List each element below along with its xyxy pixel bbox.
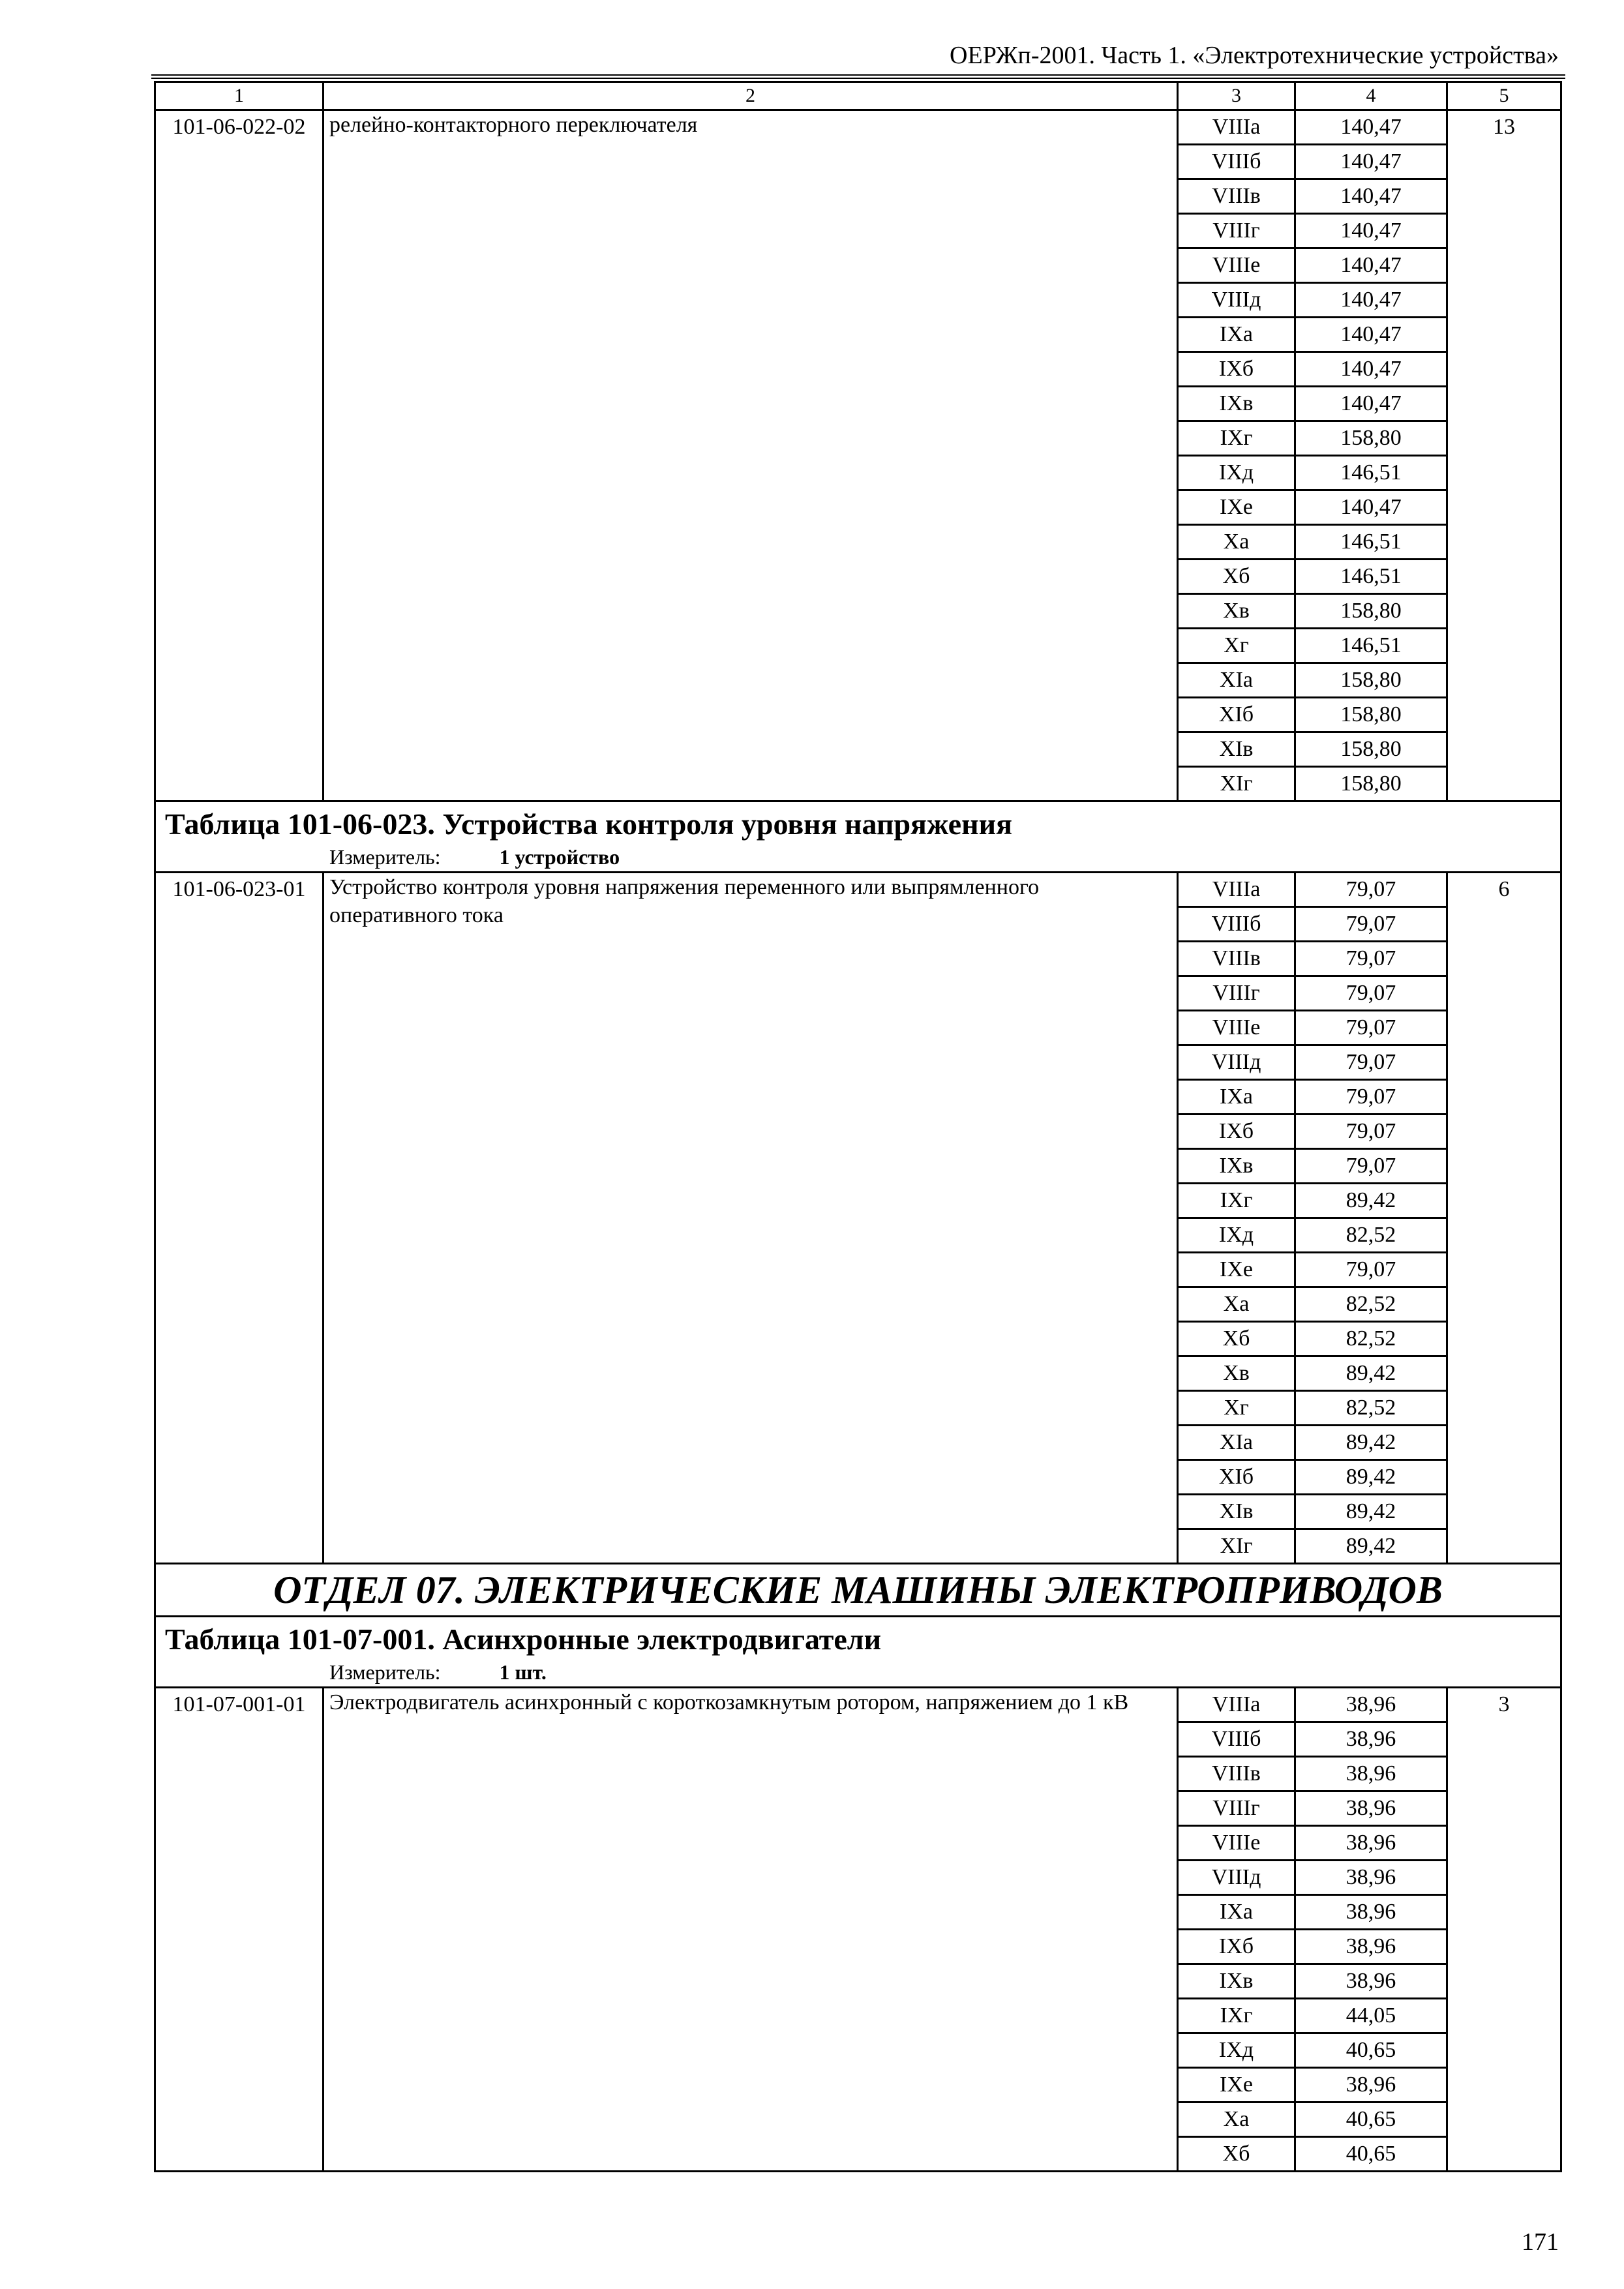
zone-cell: VIIIе [1178,1826,1295,1861]
table-row [155,110,1561,145]
zone-cell: IXг [1178,1999,1295,2033]
table-title-row [155,801,1561,873]
zone-cell: VIIIб [1178,907,1295,942]
measure-label: Измеритель: [329,845,441,869]
price-cell: 158,80 [1295,767,1447,801]
price-cell: 140,47 [1295,490,1447,525]
zone-cell: XIг [1178,1529,1295,1564]
section-title: ОТДЕЛ 07. ЭЛЕКТРИЧЕСКИЕ МАШИНЫ ЭЛЕКТРОПРИВОДОВ [155,1564,1561,1617]
price-cell: 140,47 [1295,248,1447,283]
price-cell: 38,96 [1295,1757,1447,1791]
price-cell: 146,51 [1295,560,1447,594]
price-cell: 140,47 [1295,318,1447,352]
price-cell: 146,51 [1295,629,1447,663]
price-cell: 158,80 [1295,698,1447,732]
zone-cell: VIIIб [1178,145,1295,179]
zone-cell: IXг [1178,1184,1295,1218]
zone-cell: VIIIг [1178,214,1295,248]
zone-cell: XIб [1178,698,1295,732]
price-cell: 79,07 [1295,942,1447,976]
running-header: ОЕРЖп-2001. Часть 1. «Электротехнические устройства» [950,42,1559,69]
zone-cell: VIIIа [1178,873,1295,907]
measure-line [165,844,1551,871]
price-cell: 82,52 [1295,1322,1447,1356]
rates-table [154,81,1562,2172]
column-number: 1 [155,82,323,110]
price-cell: 38,96 [1295,1964,1447,1999]
zone-cell: Xв [1178,1356,1295,1391]
unit-cell: 13 [1447,110,1561,801]
zone-cell: XIв [1178,1495,1295,1529]
price-cell: 38,96 [1295,1861,1447,1895]
price-cell: 79,07 [1295,1045,1447,1080]
price-cell: 140,47 [1295,145,1447,179]
zone-cell: VIIIд [1178,1861,1295,1895]
zone-cell: IXб [1178,1930,1295,1964]
zone-cell: XIг [1178,767,1295,801]
price-cell: 79,07 [1295,1149,1447,1184]
zone-cell: IXб [1178,1115,1295,1149]
zone-cell: IXв [1178,387,1295,421]
zone-cell: Xа [1178,525,1295,560]
price-cell: 38,96 [1295,1930,1447,1964]
zone-cell: XIа [1178,1426,1295,1460]
price-cell: 146,51 [1295,456,1447,490]
measure-value: 1 шт. [499,1660,547,1684]
zone-cell: IXа [1178,1895,1295,1930]
zone-cell: Xб [1178,2137,1295,2172]
price-cell: 79,07 [1295,976,1447,1011]
zone-cell: IXа [1178,1080,1295,1115]
price-cell: 158,80 [1295,663,1447,698]
column-number-row [155,82,1561,110]
price-cell: 89,42 [1295,1460,1447,1495]
zone-cell: XIв [1178,732,1295,767]
price-cell: 140,47 [1295,283,1447,318]
item-code: 101-07-001-01 [155,1688,323,2172]
price-cell: 44,05 [1295,1999,1447,2033]
table-title: Таблица 101-07-001. Асинхронные электродвигатели [165,1623,882,1656]
price-cell: 79,07 [1295,1080,1447,1115]
price-cell: 79,07 [1295,907,1447,942]
zone-cell: IXе [1178,490,1295,525]
zone-cell: IXд [1178,1218,1295,1253]
zone-cell: IXа [1178,318,1295,352]
zone-cell: IXг [1178,421,1295,456]
price-cell: 89,42 [1295,1356,1447,1391]
price-cell: 89,42 [1295,1184,1447,1218]
table-title: Таблица 101-06-023. Устройства контроля уровня напряжения [165,807,1012,841]
measure-label: Измеритель: [329,1660,441,1684]
zone-cell: XIб [1178,1460,1295,1495]
zone-cell: VIIIв [1178,179,1295,214]
rates-table-body [155,82,1561,2172]
zone-cell: IXв [1178,1964,1295,1999]
item-name: Устройство контроля уровня напряжения переменного или выпрямленного оперативного тока [323,873,1178,1564]
zone-cell: VIIIг [1178,976,1295,1011]
zone-cell: IXв [1178,1149,1295,1184]
price-cell: 79,07 [1295,1011,1447,1045]
price-cell: 140,47 [1295,387,1447,421]
zone-cell: IXб [1178,352,1295,387]
item-code: 101-06-023-01 [155,873,323,1564]
zone-cell: IXд [1178,456,1295,490]
price-cell: 79,07 [1295,873,1447,907]
table-row [155,1688,1561,1722]
zone-cell: VIIIд [1178,283,1295,318]
price-cell: 140,47 [1295,179,1447,214]
column-number: 5 [1447,82,1561,110]
zone-cell: VIIIе [1178,1011,1295,1045]
zone-cell: IXе [1178,2068,1295,2102]
zone-cell: Xб [1178,1322,1295,1356]
price-cell: 158,80 [1295,594,1447,629]
price-cell: 38,96 [1295,1722,1447,1757]
price-cell: 38,96 [1295,1791,1447,1826]
price-cell: 146,51 [1295,525,1447,560]
zone-cell: VIIIв [1178,1757,1295,1791]
table-title-cell [155,801,1561,873]
table-title-cell [155,1617,1561,1688]
zone-cell: VIIIв [1178,942,1295,976]
column-number: 3 [1178,82,1295,110]
item-name: Электродвигатель асинхронный с короткозамкнутым ротором, напряжением до 1 кВ [323,1688,1178,2172]
zone-cell: Xг [1178,629,1295,663]
zone-cell: VIIIд [1178,1045,1295,1080]
price-cell: 82,52 [1295,1218,1447,1253]
price-cell: 40,65 [1295,2137,1447,2172]
section-title-row [155,1564,1561,1617]
price-cell: 38,96 [1295,2068,1447,2102]
price-cell: 89,42 [1295,1529,1447,1564]
price-cell: 79,07 [1295,1115,1447,1149]
price-cell: 82,52 [1295,1391,1447,1426]
zone-cell: XIа [1178,663,1295,698]
price-cell: 140,47 [1295,110,1447,145]
unit-cell: 6 [1447,873,1561,1564]
zone-cell: VIIIа [1178,1688,1295,1722]
price-cell: 38,96 [1295,1688,1447,1722]
zone-cell: Xг [1178,1391,1295,1426]
table-title-row [155,1617,1561,1688]
price-cell: 38,96 [1295,1826,1447,1861]
zone-cell: IXд [1178,2033,1295,2068]
price-cell: 140,47 [1295,352,1447,387]
table-row [155,873,1561,907]
column-number: 2 [323,82,1178,110]
price-cell: 40,65 [1295,2102,1447,2137]
zone-cell: IXе [1178,1253,1295,1287]
page-number: 171 [1522,2228,1559,2256]
price-cell: 140,47 [1295,214,1447,248]
price-cell: 158,80 [1295,732,1447,767]
zone-cell: Xб [1178,560,1295,594]
zone-cell: Xа [1178,1287,1295,1322]
price-cell: 89,42 [1295,1426,1447,1460]
zone-cell: VIIIа [1178,110,1295,145]
measure-line [165,1659,1551,1686]
price-cell: 40,65 [1295,2033,1447,2068]
column-number: 4 [1295,82,1447,110]
price-cell: 82,52 [1295,1287,1447,1322]
measure-value: 1 устройство [499,845,620,869]
zone-cell: VIIIг [1178,1791,1295,1826]
zone-cell: VIIIе [1178,248,1295,283]
zone-cell: VIIIб [1178,1722,1295,1757]
zone-cell: Xа [1178,2102,1295,2137]
unit-cell: 3 [1447,1688,1561,2172]
item-code: 101-06-022-02 [155,110,323,801]
price-cell: 38,96 [1295,1895,1447,1930]
price-cell: 158,80 [1295,421,1447,456]
item-name: релейно-контакторного переключателя [323,110,1178,801]
price-cell: 89,42 [1295,1495,1447,1529]
zone-cell: Xв [1178,594,1295,629]
header-rule [151,74,1565,79]
price-cell: 79,07 [1295,1253,1447,1287]
